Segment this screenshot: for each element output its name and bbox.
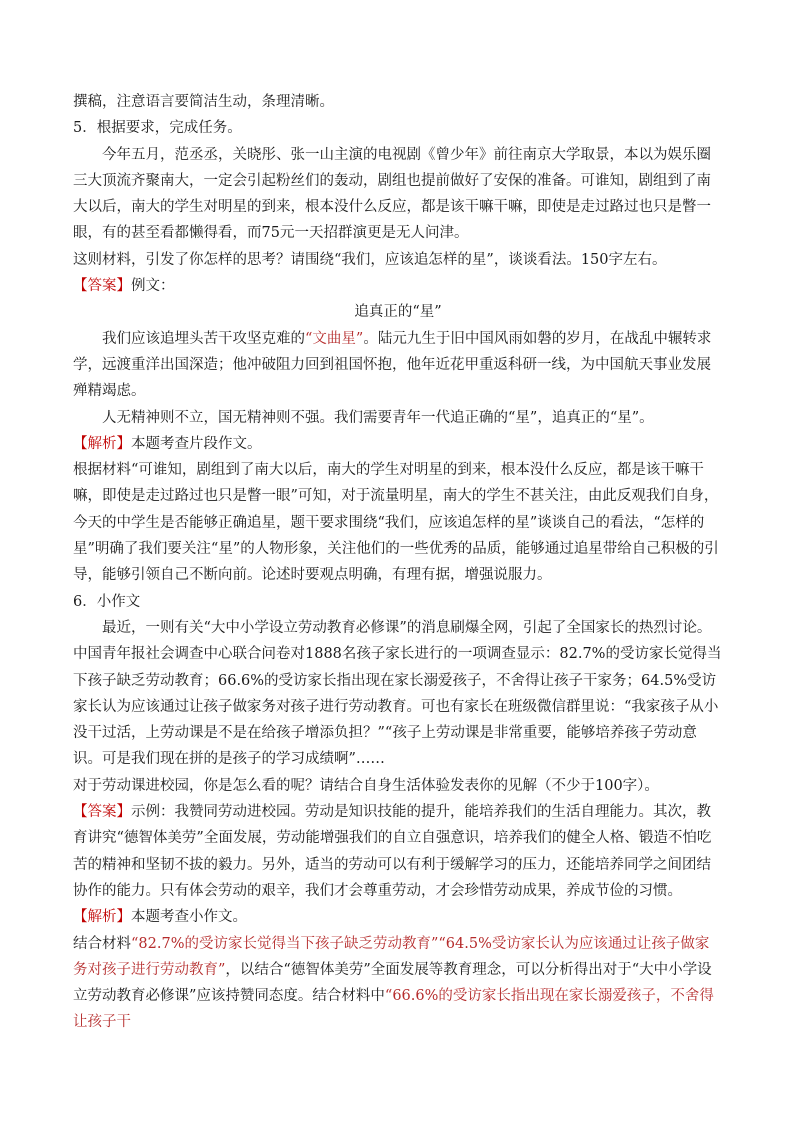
analysis-tag: 【解析】: [73, 435, 131, 452]
highlight-quote: “66.6%的受访家长指出现在家长溺爱孩子，不舍得让孩子干: [73, 988, 714, 1031]
analysis-lead: 本题考查片段作文。: [131, 435, 262, 452]
question-6-prompt: 对于劳动课进校园，你是怎么看的呢？请结合自身生活体验发表你的见解（不少于100字）。: [73, 777, 659, 794]
question-6-analysis-body: [73, 931, 723, 1036]
essay-text: 。陆元九生于旧中国风雨如磐的岁月，在战乱中辗转求学，远渡重洋出国深造；他冲破阻力回到祖国怀抱，他年近花甲重返科研一线，为中国航天事业发展殚精竭虑。: [73, 330, 712, 400]
highlight-quote: “82.7%的受访家长觉得当下孩子缺乏劳动教育”“64.5%受访家长认为应该通过让孩子做家务对孩子进行劳动教育”: [73, 935, 710, 978]
document-page: [73, 89, 723, 1036]
question-5-answer: [73, 273, 723, 299]
question-6-answer: [73, 799, 723, 904]
question-5-material: 今年五月，范丞丞，关晓彤、张一山主演的电视剧《曾少年》前往南京大学取景，本以为娱乐圈三大顶流齐聚南大，一定会引起粉丝们的轰动，剧组也提前做好了安保的准备。可谁知，剧组到了南大以后，南大的学生对明星的到来，根本没什么反应，都是该干嘛干嘛，即使是走过路过也只是瞥一眼，有的甚至看都懒得看，而75元一天招群演更是无人问津。: [73, 146, 711, 242]
question-5-prompt: 这则材料，引发了你怎样的思考？请围绕“我们，应该追怎样的星”，谈谈看法。150字左右。: [73, 251, 667, 268]
question-5-analysis: [73, 431, 723, 457]
highlight-quote: “文曲星”: [305, 330, 364, 347]
question-5-heading: 5．根据要求，完成任务。: [73, 120, 242, 137]
essay-title: 追真正的“星”: [354, 304, 442, 321]
essay-paragraph-2: 人无精神则不立，国无精神则不强。我们需要青年一代追正确的“星”，追真正的“星”。: [102, 409, 654, 426]
essay-text: 我们应该追埋头苦干攻坚克难的: [102, 330, 305, 347]
analysis-text: 结合材料: [73, 935, 131, 952]
answer-lead: 例文：: [131, 278, 175, 295]
analysis-tag: 【解析】: [73, 909, 131, 926]
answer-body: 示例：我赞同劳动进校园。劳动是知识技能的提升，能培养我们的生活自理能力。其次，教育讲究“德智体美劳”全面发展，劳动能增强我们的自立自强意识，培养我们的健全人格、锻造不怕吃苦的精神和坚韧不拔的毅力。另外，适当的劳动可以有利于缓解学习的压力，还能培养同学之间团结协作的能力。只有体会劳动的艰辛，我们才会尊重劳动，才会珍惜劳动成果，养成节俭的习惯。: [73, 804, 712, 899]
essay-paragraph-1: [73, 326, 723, 405]
answer-tag: 【答案】: [73, 278, 131, 295]
question-6-analysis: [73, 904, 723, 930]
text-line: 撰稿，注意语言要简洁生动，条理清晰。: [73, 94, 334, 110]
question-5-analysis-body: 根据材料“可谁知，剧组到了南大以后，南大的学生对明星的到来，根本没什么反应，都是该干嘛干嘛，即使是走过路过也只是瞥一眼”可知，对于流量明星，南大的学生不甚关注，由此反观我们自身，今天的中学生是否能够正确追星，题干要求围绕“我们，应该追怎样的星”谈谈自己的看法，“怎样的星”明确了我们要关注“星”的人物形象，关注他们的一些优秀的品质，能够通过追星带给自己积极的引导，能够引领自己不断向前。论述时要观点明确，有理有据，增强说服力。: [73, 462, 719, 584]
answer-tag: 【答案】: [73, 804, 131, 821]
analysis-lead: 本题考查小作文。: [131, 909, 247, 926]
analysis-text: ，以结合“德智体美劳”全面发展等教育理念，可以分析得出对于“大中小学设立劳动教育必修课”应该持赞同态度。结合材料中: [73, 961, 712, 1005]
question-6-material: 最近，一则有关“大中小学设立劳动教育必修课”的消息刷爆全网，引起了全国家长的热烈讨论。中国青年报社会调查中心联合问卷对1888名孩子家长进行的一项调查显示：82.7%的受访家长觉得当下孩子缺乏劳动教育；66.6%的受访家长指出现在家长溺爱孩子，不舍得让孩子干家务；64.5%受访家长认为应该通过让孩子做家务对孩子进行劳动教育。可也有家长在班级微信群里说：“我家孩子从小没干过活，上劳动课是不是在给孩子增添负担？”“孩子上劳动课是非常重要，能够培养孩子劳动意识。可是我们现在拼的是孩子的学习成绩啊”……: [73, 619, 722, 768]
question-6-heading: 6．小作文: [73, 593, 141, 610]
